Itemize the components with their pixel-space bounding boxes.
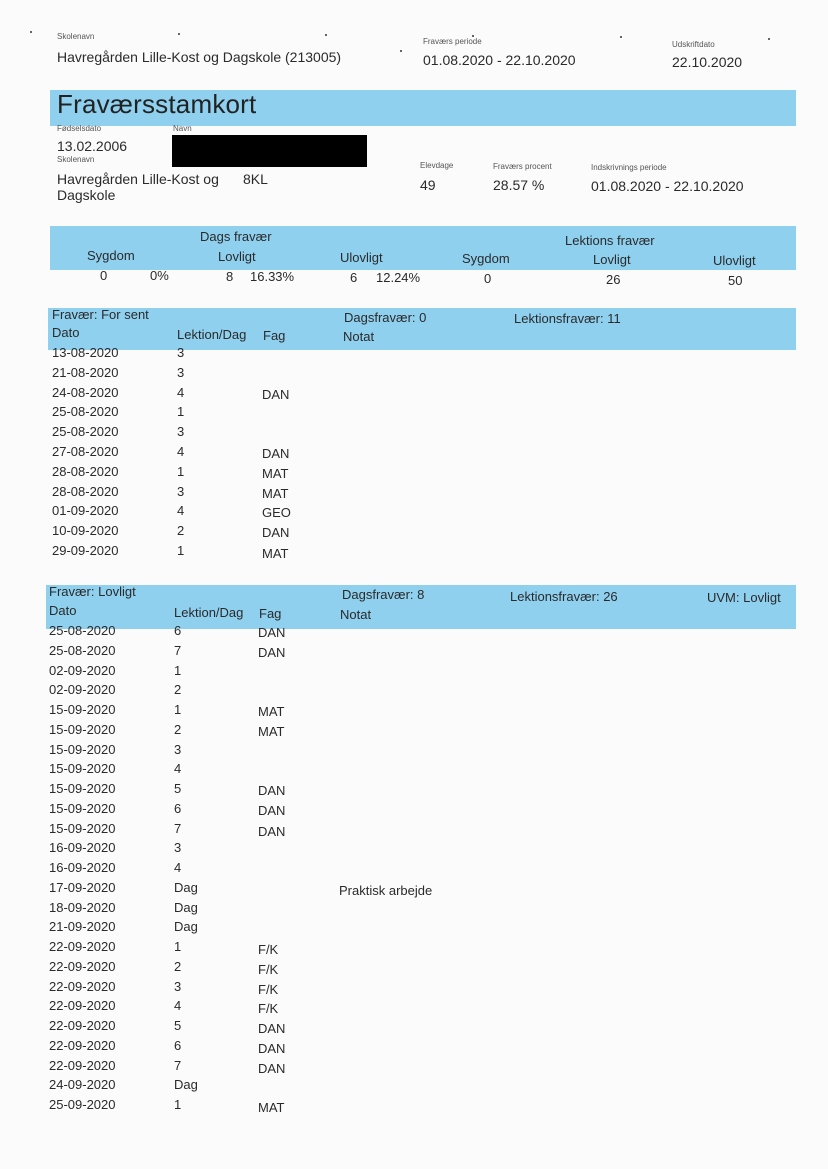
cell-subject: DAN — [258, 1060, 286, 1076]
cell-lesson: 7 — [174, 820, 182, 836]
school-label-2: Skolenavn — [57, 155, 95, 164]
les-sick-value: 0 — [484, 271, 492, 286]
table-row — [0, 900, 828, 920]
cell-date: 25-08-2020 — [52, 424, 119, 440]
cell-date: 17-09-2020 — [49, 879, 116, 895]
cell-date: 25-08-2020 — [52, 404, 119, 420]
cell-date: 24-09-2020 — [49, 1077, 116, 1093]
cell-subject: F/K — [258, 981, 279, 997]
student-school-line1: Havregården Lille-Kost og — [57, 171, 219, 187]
cell-lesson: 4 — [177, 444, 185, 459]
table-row — [0, 464, 828, 484]
table-row — [0, 702, 828, 722]
late-lesson-abs: Lektionsfravær: 11 — [514, 311, 621, 326]
cell-date: 01-09-2020 — [52, 503, 119, 519]
cell-date: 02-09-2020 — [49, 662, 116, 678]
cell-lesson: 1 — [174, 702, 182, 717]
cell-lesson: 4 — [174, 860, 182, 875]
cell-date: 22-09-2020 — [49, 1018, 116, 1033]
cell-date: 29-09-2020 — [52, 543, 119, 558]
cell-lesson: Dag — [174, 879, 198, 895]
page-title: Fraværsstamkort — [57, 89, 257, 119]
cell-date: 13-08-2020 — [52, 345, 119, 360]
cell-lesson: 3 — [174, 741, 182, 757]
cell-lesson: 3 — [174, 978, 182, 994]
cell-subject: MAT — [258, 704, 285, 719]
col-day-sick: Sygdom — [87, 248, 135, 263]
table-row — [0, 345, 828, 365]
cell-date: 24-08-2020 — [52, 384, 119, 400]
cell-date: 02-09-2020 — [49, 682, 116, 698]
table-row — [0, 1097, 828, 1117]
col-day-legal: Lovligt — [218, 249, 256, 264]
col-les-sick: Sygdom — [462, 251, 510, 266]
cell-date: 25-08-2020 — [49, 623, 116, 638]
cell-lesson: 4 — [174, 998, 182, 1014]
enroll-label: Indskrivnings periode — [591, 163, 667, 172]
cell-lesson: 3 — [177, 483, 185, 499]
col-les-illegal: Ulovligt — [713, 253, 756, 268]
table-row — [0, 959, 828, 979]
cell-date: 22-09-2020 — [49, 978, 116, 994]
name-label: Navn — [173, 124, 192, 133]
summary-band — [50, 226, 796, 270]
cell-date: 16-09-2020 — [49, 860, 116, 875]
table-row — [0, 523, 828, 543]
day-illegal-pct: 12.24% — [376, 270, 421, 285]
cell-lesson: 4 — [177, 384, 185, 400]
table-row — [0, 821, 828, 841]
cell-subject: F/K — [258, 1001, 279, 1017]
cell-lesson: 1 — [177, 463, 185, 479]
table-row — [0, 1038, 828, 1058]
table-row — [0, 880, 828, 900]
cell-subject: MAT — [262, 465, 289, 481]
cell-date: 22-09-2020 — [49, 958, 116, 974]
period-label: Fraværs periode — [423, 37, 482, 46]
cell-subject: DAN — [258, 644, 286, 660]
cell-subject: DAN — [258, 823, 286, 839]
table-row — [0, 682, 828, 702]
cell-subject: DAN — [258, 1040, 286, 1056]
cell-lesson: 5 — [174, 1018, 182, 1033]
cell-lesson: 2 — [174, 958, 182, 974]
legal-day-abs: Dagsfravær: 8 — [342, 587, 425, 602]
table-row — [0, 1077, 828, 1097]
legal-col-lesson: Lektion/Dag — [174, 605, 244, 620]
table-row — [0, 404, 828, 424]
cell-date: 15-09-2020 — [49, 781, 116, 796]
table-row — [0, 1018, 828, 1038]
student-school-line2: Dagskole — [57, 187, 116, 203]
table-row — [0, 484, 828, 504]
table-row — [0, 979, 828, 999]
cell-lesson: 3 — [177, 345, 185, 360]
lessons-heading: Lektions fravær — [565, 233, 655, 248]
cell-date: 16-09-2020 — [49, 840, 116, 856]
print-date-label: Udskriftdato — [672, 40, 715, 49]
day-sick-pct: 0% — [150, 268, 169, 283]
days-heading: Dags fravær — [200, 229, 272, 244]
late-col-note: Notat — [343, 329, 375, 344]
legal-uvm: UVM: Lovligt — [707, 590, 781, 605]
cell-subject: DAN — [258, 783, 286, 798]
cell-date: 15-09-2020 — [49, 741, 116, 757]
cell-lesson: 2 — [177, 523, 185, 539]
cell-date: 28-08-2020 — [52, 463, 119, 479]
period-value: 01.08.2020 - 22.10.2020 — [423, 52, 576, 68]
cell-lesson: 1 — [174, 939, 182, 954]
late-col-lesson: Lektion/Dag — [177, 327, 247, 342]
table-row — [0, 742, 828, 762]
cell-subject: F/K — [258, 961, 279, 977]
cell-lesson: 6 — [174, 623, 182, 638]
cell-date: 15-09-2020 — [49, 761, 116, 777]
table-row — [0, 623, 828, 643]
cell-date: 15-09-2020 — [49, 820, 116, 836]
cell-lesson: 3 — [177, 364, 185, 380]
table-row — [0, 424, 828, 444]
legal-col-subject: Fag — [259, 606, 282, 621]
cell-lesson: 7 — [174, 1057, 182, 1073]
table-row — [0, 722, 828, 742]
table-row — [0, 1058, 828, 1078]
pct-label: Fraværs procent — [493, 162, 552, 171]
days-value: 49 — [420, 177, 436, 193]
cell-lesson: 3 — [174, 840, 182, 856]
table-row — [0, 919, 828, 939]
redacted-name — [172, 135, 367, 167]
cell-subject: DAN — [258, 802, 286, 818]
class-value: 8KL — [243, 171, 268, 187]
cell-lesson: 6 — [174, 800, 182, 816]
birth-value: 13.02.2006 — [57, 138, 128, 154]
table-row — [0, 503, 828, 523]
col-les-legal: Lovligt — [593, 252, 631, 267]
school-value: Havregården Lille-Kost og Dagskole (213005) — [57, 49, 342, 65]
cell-date: 22-09-2020 — [49, 998, 116, 1014]
cell-subject: DAN — [262, 386, 290, 402]
legal-col-note: Notat — [340, 607, 372, 622]
table-row — [0, 998, 828, 1018]
table-row — [0, 781, 828, 801]
col-day-illegal: Ulovligt — [340, 250, 383, 265]
cell-subject: GEO — [262, 505, 291, 521]
cell-subject: DAN — [258, 1021, 286, 1036]
table-row — [0, 543, 828, 563]
table-row — [0, 365, 828, 385]
cell-date: 27-08-2020 — [52, 444, 119, 459]
cell-lesson: 6 — [174, 1037, 182, 1053]
legal-lesson-abs: Lektionsfravær: 26 — [510, 589, 618, 604]
cell-lesson: 4 — [177, 503, 185, 519]
cell-subject: MAT — [258, 723, 285, 739]
cell-date: 22-09-2020 — [49, 1057, 116, 1073]
cell-date: 15-09-2020 — [49, 721, 116, 737]
table-row — [0, 860, 828, 880]
cell-subject: DAN — [258, 625, 286, 640]
cell-lesson: Dag — [174, 899, 198, 915]
table-row — [0, 939, 828, 959]
table-row — [0, 840, 828, 860]
legal-col-date: Dato — [49, 603, 77, 618]
table-row — [0, 663, 828, 683]
cell-lesson: 7 — [174, 642, 182, 658]
birth-label: Fødselsdato — [57, 124, 102, 133]
les-illegal-value: 50 — [728, 273, 743, 288]
cell-subject: MAT — [262, 546, 289, 561]
print-date-value: 22.10.2020 — [672, 54, 743, 70]
legal-heading: Fravær: Lovligt — [49, 584, 136, 599]
cell-lesson: 2 — [174, 721, 182, 737]
table-row — [0, 761, 828, 781]
table-row — [0, 801, 828, 821]
day-sick-value: 0 — [100, 268, 108, 283]
cell-date: 28-08-2020 — [52, 483, 119, 499]
table-row — [0, 643, 828, 663]
cell-lesson: 1 — [177, 543, 185, 558]
cell-date: 22-09-2020 — [49, 939, 116, 954]
cell-lesson: 1 — [174, 662, 182, 678]
days-label: Elevdage — [420, 161, 454, 170]
cell-subject: F/K — [258, 942, 279, 957]
cell-lesson: Dag — [174, 1077, 198, 1093]
cell-lesson: 3 — [177, 424, 185, 440]
cell-lesson: 1 — [177, 404, 185, 420]
cell-subject: MAT — [258, 1100, 285, 1115]
enroll-value: 01.08.2020 - 22.10.2020 — [591, 178, 744, 194]
table-row — [0, 444, 828, 464]
cell-lesson: 2 — [174, 682, 182, 698]
cell-lesson: 1 — [174, 1097, 182, 1112]
cell-lesson: 4 — [174, 761, 182, 777]
late-col-subject: Fag — [263, 328, 286, 343]
cell-date: 21-09-2020 — [49, 919, 116, 935]
cell-date: 15-09-2020 — [49, 800, 116, 816]
cell-subject: MAT — [262, 485, 289, 501]
pct-value: 28.57 % — [493, 177, 545, 193]
cell-note: Praktisk arbejde — [339, 882, 433, 898]
cell-date: 25-09-2020 — [49, 1097, 116, 1112]
day-legal-pct: 16.33% — [250, 269, 295, 284]
cell-lesson: 5 — [174, 781, 182, 796]
day-legal-value: 8 — [226, 269, 234, 284]
cell-date: 21-08-2020 — [52, 364, 119, 380]
cell-date: 18-09-2020 — [49, 899, 116, 915]
cell-lesson: Dag — [174, 919, 198, 935]
late-heading: Fravær: For sent — [52, 307, 149, 322]
school-label: Skolenavn — [57, 32, 95, 41]
cell-subject: DAN — [262, 525, 290, 541]
cell-date: 22-09-2020 — [49, 1037, 116, 1053]
cell-date: 15-09-2020 — [49, 702, 116, 717]
cell-subject: DAN — [262, 446, 290, 461]
cell-date: 10-09-2020 — [52, 523, 119, 539]
late-day-abs: Dagsfravær: 0 — [344, 310, 427, 325]
cell-date: 25-08-2020 — [49, 642, 116, 658]
les-legal-value: 26 — [606, 272, 621, 287]
day-illegal-value: 6 — [350, 270, 358, 285]
late-col-date: Dato — [52, 325, 80, 340]
table-row — [0, 385, 828, 405]
